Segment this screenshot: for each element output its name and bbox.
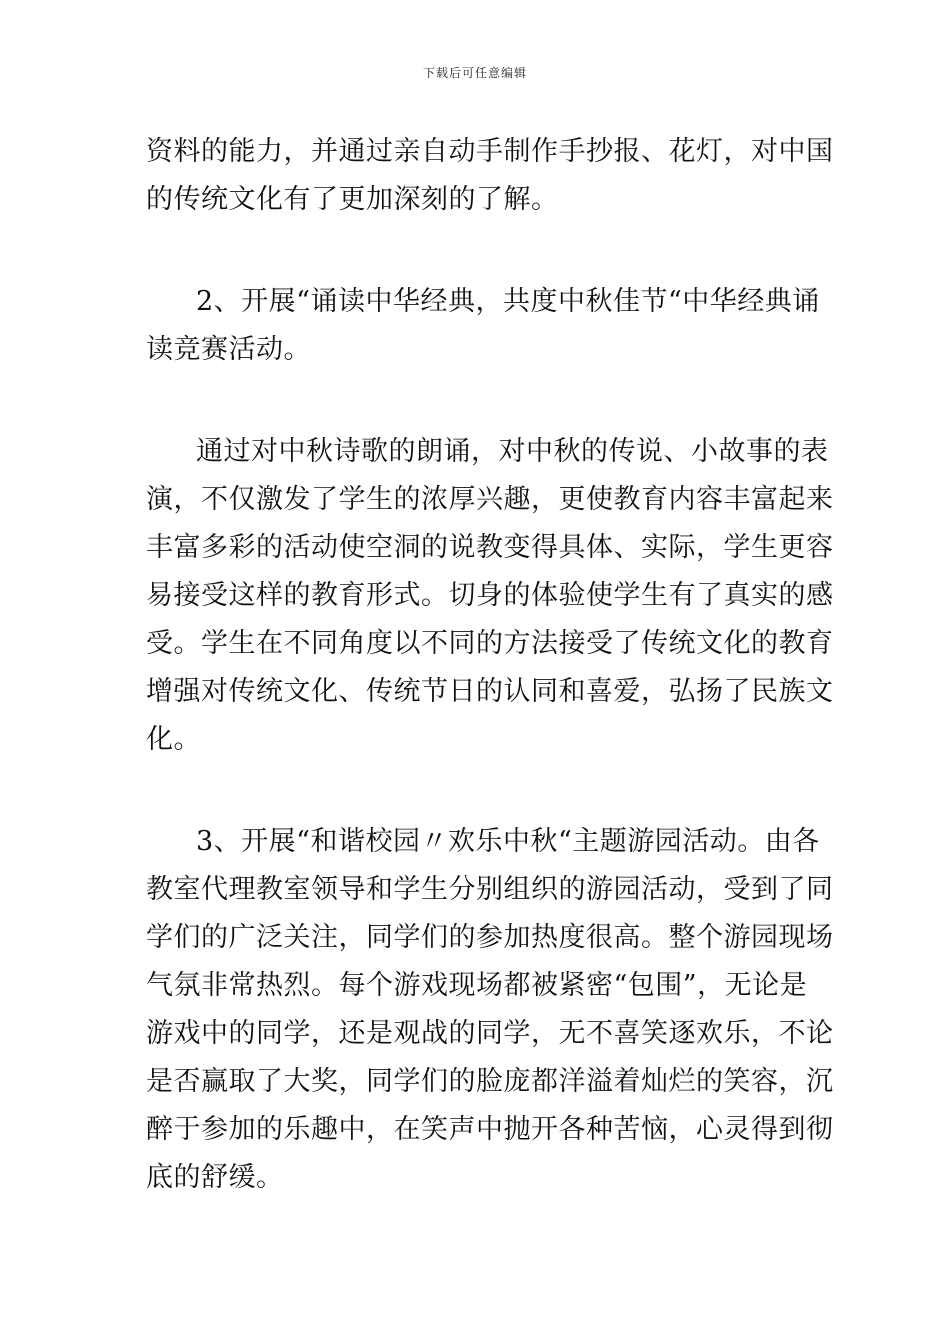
text-line: 通过对中秋诗歌的朗诵，对中秋的传说、小故事的表: [196, 436, 829, 467]
text-line: 醉于参加的乐趣中，在笑声中抛开各种苦恼，心灵得到彻: [146, 1114, 834, 1145]
text-line: 气氛非常热烈。每个游戏现场都被紧密“包围”，无论是: [146, 970, 808, 1001]
text-line: 受。学生在不同角度以不同的方法接受了传统文化的教育: [146, 628, 834, 659]
text-line: 3、开展“和谐校园〃欢乐中秋“主题游园活动。由各: [196, 826, 820, 857]
text-line: 游戏中的同学，还是观战的同学，无不喜笑逐欢乐，不论: [146, 1018, 834, 1049]
text-line: 读竞赛活动。: [146, 334, 311, 365]
text-line: 丰富多彩的活动使空洞的说教变得具体、实际，学生更容: [146, 532, 834, 563]
text-line: 增强对传统文化、传统节日的认同和喜爱，弘扬了民族文: [146, 676, 834, 707]
text-line: 易接受这样的教育形式。切身的体验使学生有了真实的感: [146, 580, 834, 611]
paragraph-2: [146, 278, 820, 374]
text-line: 演，不仅激发了学生的浓厚兴趣，更使教育内容丰富起来: [146, 484, 834, 515]
text-line: 教室代理教室领导和学生分别组织的游园活动，受到了同: [146, 874, 834, 905]
paragraph-1: [146, 128, 834, 224]
document-body: [146, 128, 834, 1202]
page-header: 下载后可任意编辑: [422, 66, 527, 80]
text-line: 化。: [146, 724, 201, 755]
text-line: 是否赢取了大奖，同学们的脸庞都洋溢着灿烂的笑容，沉: [146, 1066, 834, 1097]
text-line: 2、开展“诵读中华经典，共度中秋佳节“中华经典诵: [196, 286, 820, 317]
text-line: 学们的广泛关注，同学们的参加热度很高。整个游园现场: [146, 922, 834, 953]
text-line: 资料的能力，并通过亲自动手制作手抄报、花灯，对中国: [146, 136, 834, 167]
text-line: 的传统文化有了更加深刻的了解。: [146, 184, 559, 215]
paragraph-3: [146, 428, 834, 764]
paragraph-4: [146, 818, 834, 1202]
text-line: 底的舒缓。: [146, 1162, 284, 1193]
